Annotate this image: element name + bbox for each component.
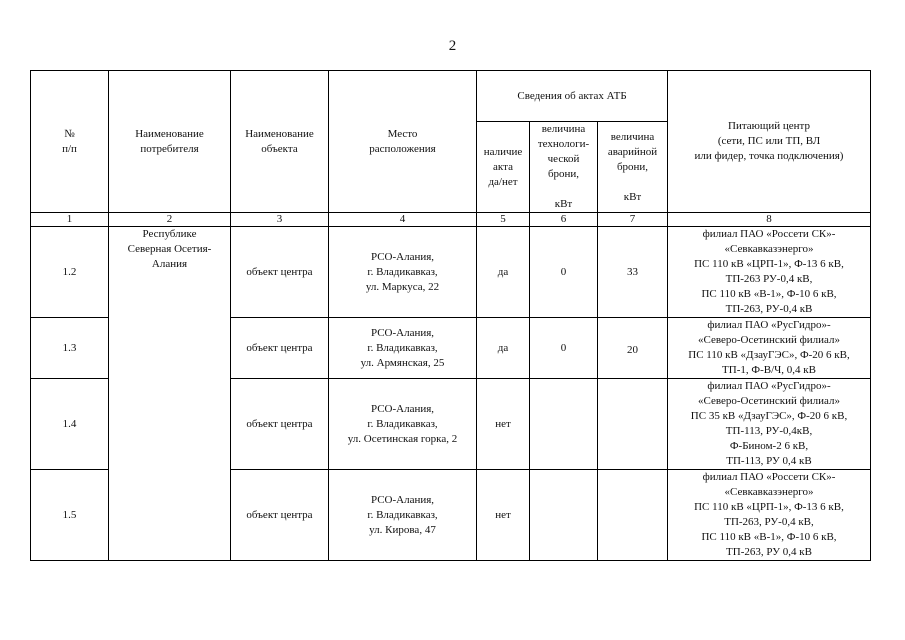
text-line: ТП-1, Ф-В/Ч, 0,4 кВ [722, 364, 816, 376]
text-line: г. Владикавказ, [367, 265, 438, 278]
consumer-name [109, 227, 231, 561]
text-line: кВт [554, 198, 573, 210]
text-line: потребителя [140, 142, 199, 155]
act-status: да [477, 227, 530, 318]
emergency-reserve-value [598, 379, 668, 470]
power-center [668, 470, 871, 561]
header-location [329, 71, 477, 213]
text-line: Ф-Бином-2 6 кВ, [729, 440, 809, 452]
text-line: РСО-Алания, [370, 493, 435, 506]
emergency-reserve-value [598, 470, 668, 561]
text-line: объекта [261, 142, 298, 155]
text-line [532, 182, 595, 197]
text-line: (сети, ПС или ТП, ВЛ [717, 135, 821, 147]
text-line: Наименование [135, 127, 204, 140]
row-number: 1.4 [31, 379, 109, 470]
text-line: филиал ПАО «Россети СК»- [702, 471, 836, 483]
text-line: технологи- [537, 138, 590, 150]
text-line: аварийной [607, 145, 658, 158]
text-line: расположения [369, 142, 436, 155]
text-line: № [64, 127, 75, 140]
row-number: 1.3 [31, 318, 109, 379]
column-number: 3 [231, 213, 329, 227]
text-line: Алания [151, 258, 188, 270]
row-number: 1.5 [31, 470, 109, 561]
text-line: Северная Осетия- [127, 243, 212, 255]
object-name: объект центра [231, 227, 329, 318]
text-line [600, 175, 665, 190]
text-line: г. Владикавказ, [367, 341, 438, 354]
text-line: величина [610, 130, 655, 143]
text-line: ул. Осетинская горка, 2 [347, 432, 458, 445]
header-tech-reserve [530, 122, 598, 213]
emergency-reserve-value: 33 [598, 227, 668, 318]
text-line: филиал ПАО «РусГидро»- [707, 380, 831, 392]
text-line: ПС 35 кВ «ДзауГЭС», Ф-20 6 кВ, [690, 410, 848, 422]
act-status: нет [477, 470, 530, 561]
text-line: «Севкавказэнерго» [724, 486, 814, 498]
text-line: ТП-263, РУ 0,4 кВ [726, 546, 812, 558]
column-number: 6 [530, 213, 598, 227]
column-number: 8 [668, 213, 871, 227]
table-row [31, 227, 871, 318]
row-number: 1.2 [31, 227, 109, 318]
text-line: наличие [483, 145, 523, 158]
emergency-reserve-value [598, 318, 668, 379]
text-line: величина [541, 123, 586, 135]
text-line: ул. Маркуса, 22 [365, 280, 440, 293]
column-number: 4 [329, 213, 477, 227]
text-line: ПС 110 кВ «ЦРП-1», Ф-13 6 кВ, [694, 501, 844, 513]
header-row-top [31, 71, 871, 122]
text-line: Место [387, 127, 418, 140]
column-number: 5 [477, 213, 530, 227]
text-line: г. Владикавказ, [367, 417, 438, 430]
text-line: ПС 110 кВ «В-1», Ф-10 6 кВ, [701, 288, 837, 300]
location [329, 318, 477, 379]
text-line: филиал ПАО «РусГидро»- [707, 319, 831, 331]
text-line: Наименование [245, 127, 314, 140]
text-line: ПС 110 кВ «В-1», Ф-10 6 кВ, [701, 531, 837, 543]
text-line: п/п [62, 142, 77, 155]
text-line: ул. Армянская, 25 [360, 356, 445, 369]
text-line: «Северо-Осетинский филиал» [697, 334, 841, 346]
act-status: нет [477, 379, 530, 470]
emergency-reserve-text: 20 [627, 343, 638, 356]
text-line: РСО-Алания, [370, 250, 435, 263]
text-line: «Северо-Осетинский филиал» [697, 395, 841, 407]
text-line: брони, [616, 160, 649, 173]
header-act [477, 122, 530, 213]
column-number: 2 [109, 213, 231, 227]
tech-reserve-value: 0 [530, 227, 598, 318]
text-line: «Севкавказэнерго» [724, 243, 814, 255]
header-power-center [668, 71, 871, 213]
header-number [31, 71, 109, 213]
location [329, 227, 477, 318]
text-line: ТП-263 РУ-0,4 кВ, [725, 273, 813, 285]
text-line: ПС 110 кВ «ЦРП-1», Ф-13 6 кВ, [694, 258, 844, 270]
header-emergency-reserve [598, 122, 668, 213]
power-center [668, 227, 871, 318]
text-line: ул. Кирова, 47 [369, 523, 436, 536]
column-numbers-row [31, 213, 871, 227]
text-line: ческой [547, 153, 580, 165]
page-number: 2 [448, 38, 457, 54]
act-status: да [477, 318, 530, 379]
text-line: Питающий центр [728, 120, 810, 132]
text-line: акта [493, 160, 513, 173]
text-line: РСО-Алания, [370, 402, 435, 415]
column-number: 1 [31, 213, 109, 227]
text-line: ПС 110 кВ «ДзауГЭС», Ф-20 6 кВ, [688, 349, 850, 361]
text-line: г. Владикавказ, [367, 508, 438, 521]
power-center [668, 379, 871, 470]
text-line: ТП-113, РУ 0,4 кВ [726, 455, 812, 467]
text-line: брони, [547, 168, 580, 180]
text-line: ТП-263, РУ-0,4 кВ, [724, 516, 814, 528]
column-number: 7 [598, 213, 668, 227]
tech-reserve-value [530, 470, 598, 561]
location [329, 470, 477, 561]
atb-table [30, 70, 871, 561]
text-line: Республике [142, 228, 197, 240]
text-line: РСО-Алания, [370, 326, 435, 339]
header-consumer [109, 71, 231, 213]
object-name: объект центра [231, 318, 329, 379]
text-line: да/нет [488, 175, 518, 188]
text-line: кВт [623, 190, 642, 203]
object-name: объект центра [231, 470, 329, 561]
power-center [668, 318, 871, 379]
tech-reserve-value [530, 379, 598, 470]
location [329, 379, 477, 470]
text-line: ТП-113, РУ-0,4кВ, [725, 425, 813, 437]
header-atb-group: Сведения об актах АТБ [477, 71, 668, 122]
tech-reserve-value: 0 [530, 318, 598, 379]
text-line: или фидер, точка подключения) [694, 150, 844, 162]
text-line: филиал ПАО «Россети СК»- [702, 228, 836, 240]
text-line: ТП-263, РУ-0,4 кВ [725, 303, 813, 315]
object-name: объект центра [231, 379, 329, 470]
header-object [231, 71, 329, 213]
